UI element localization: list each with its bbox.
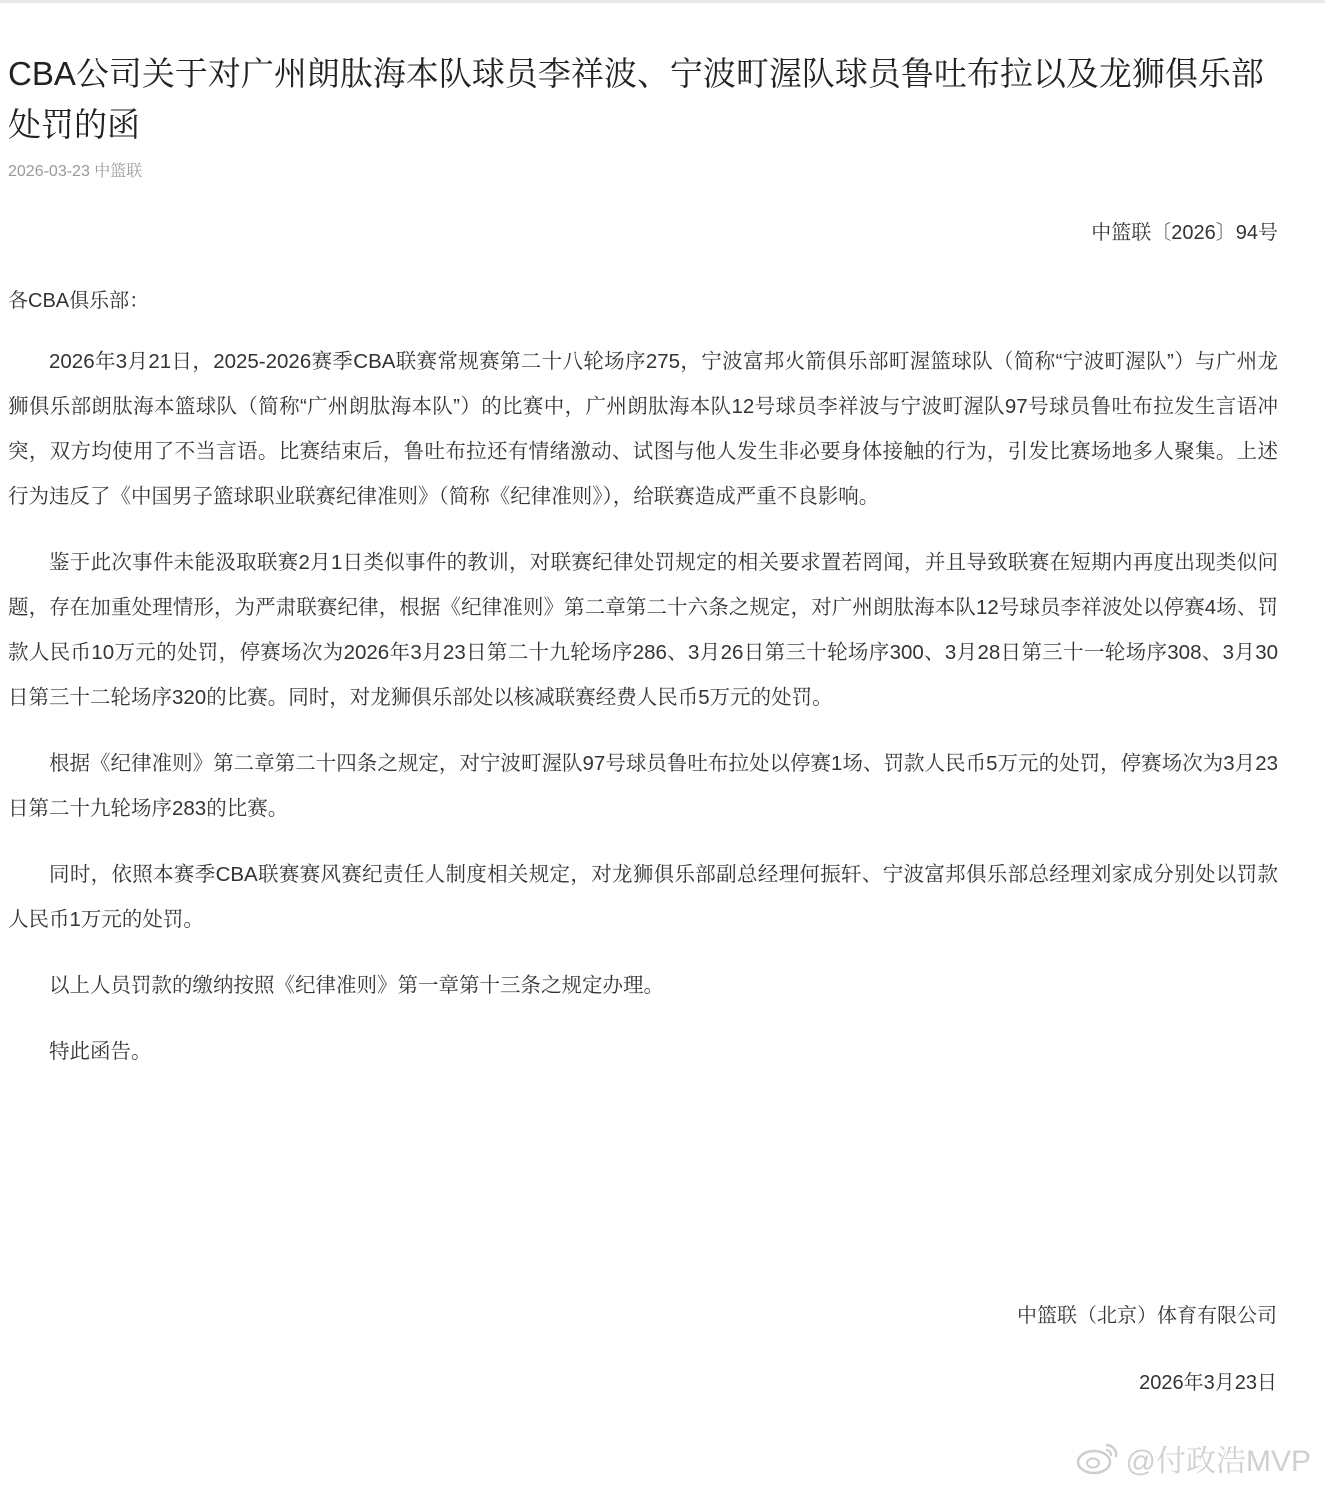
top-divider (0, 0, 1325, 3)
article-meta: 2026-03-23 中篮联 (8, 163, 143, 180)
watermark-text: @付政浩MVP (1125, 1445, 1311, 1478)
paragraph: 鉴于此次事件未能汲取联赛2月1日类似事件的教训，对联赛纪律处罚规定的相关要求置若罔闻，并且导致联赛在短期内再度出现类似问题，存在加重处理情形，为严肃联赛纪律，根据《纪律准则》第二章第二十六条之规定，对广州朗肽海本队12号球员李祥波处以停赛4场、罚款人民币10万元的处罚，停赛场次为2026年3月23日第二十九轮场序286、3月26日第三十轮场序300、3月28日第三十一轮场序308、3月30日第三十二轮场序320的比赛。同时，对龙狮俱乐部处以核减联赛经费人民币5万元的处罚。 (8, 551, 1278, 709)
page-title: CBA公司关于对广州朗肽海本队球员李祥波、宁波町渥队球员鲁吐布拉以及龙狮俱乐部处罚的函 (8, 55, 1264, 143)
article (8, 48, 1278, 1074)
paragraph: 以上人员罚款的缴纳按照《纪律准则》第一章第十三条之规定办理。 (49, 974, 664, 997)
paragraph: 特此函告。 (49, 1040, 152, 1063)
paragraph: 同时，依照本赛季CBA联赛赛风赛纪责任人制度相关规定，对龙狮俱乐部副总经理何振轩、宁波富邦俱乐部总经理刘家成分别处以罚款人民币1万元的处罚。 (8, 863, 1278, 931)
signature-date: 2026年3月23日 (1139, 1372, 1277, 1394)
paragraph: 2026年3月21日，2025-2026赛季CBA联赛常规赛第二十八轮场序275，宁波富邦火箭俱乐部町渥篮球队（简称“宁波町渥队”）与广州龙狮俱乐部朗肽海本篮球队（简称“广州朗肽海本队”）的比赛中，广州朗肽海本队12号球员李祥波与宁波町渥队97号球员鲁吐布拉发生言语冲突，双方均使用了不当言语。比赛结束后，鲁吐布拉还有情绪激动、试图与他人发生非必要身体接触的行为，引发比赛场地多人聚集。上述行为违反了《中国男子篮球职业联赛纪律准则》（简称《纪律准则》），给联赛造成严重不良影响。 (8, 350, 1278, 508)
signature: 中篮联（北京）体育有限公司 (1017, 1305, 1277, 1327)
paragraph: 根据《纪律准则》第二章第二十四条之规定，对宁波町渥队97号球员鲁吐布拉处以停赛1场、罚款人民币5万元的处罚，停赛场次为3月23日第二十九轮场序283的比赛。 (8, 752, 1278, 820)
weibo-logo-icon (1076, 1441, 1120, 1475)
greeting: 各CBA俱乐部： (8, 290, 150, 312)
document-number: 中篮联〔2026〕94号 (1091, 222, 1278, 244)
watermark (1076, 1436, 1311, 1480)
